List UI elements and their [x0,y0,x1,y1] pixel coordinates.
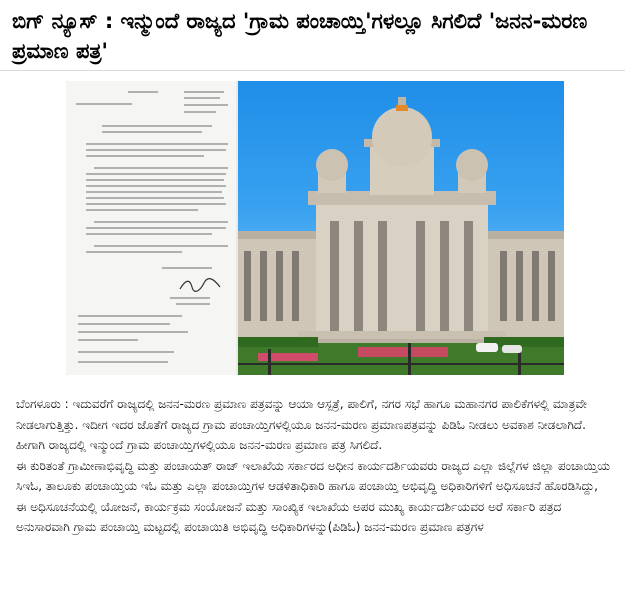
article-paragraph: ಈ ಕುರಿತಂತೆ ಗ್ರಾಮೀಣಾಭಿವೃದ್ಧಿ ಮತ್ತು ಪಂಚಾಯತ್ ರಾಜ್ ಇಲಾಖೆಯ ಸರ್ಕಾರದ ಅಧೀನ ಕಾರ್ಯದರ್ಶಿಯವರು ರಾಜ್ಯದ ಎಲ್ಲಾ ಜಿಲ್ಲೆಗಳ ಜಿಲ್ಲಾ ಪಂಚಾಯ್ತಿಯ ಸಿಇಓ, ತಾಲೂಕು ಪಂಚಾಯ್ತಿಯ ಇಓ ಮತ್ತು ಎಲ್ಲಾ ಪಂಚಾಯ್ತಿಗಳ ಆಡಳಿತಾಧಿಕಾರಿ ಹಾಗೂ ಪಂಚಾಯ್ತಿ ಅಭಿವೃದ್ಧಿ ಅಧಿಕಾರಿಗಳಿಗೆ ಅಧಿಸೂಚನೆ ಹೊರಡಿಸಿದ್ದು, ಈ ಅಧಿಸೂಚನೆಯಲ್ಲಿ ಯೋಜನೆ, ಕಾರ್ಯಕ್ರಮ ಸಂಯೋಜನೆ ಮತ್ತು ಸಾಂಖ್ಯಿಕ ಇಲಾಖೆಯ ಅಪರ ಮುಖ್ಯ ಕಾರ್ಯದರ್ಶಿಯವರ ಅರೆ ಸರ್ಕಾರಿ ಪತ್ರದ ಅನುಸಾರವಾಗಿ ಗ್ರಾಮ ಪಂಚಾಯ್ತಿ ಮಟ್ಟದಲ್ಲಿ ಪಂಚಾಯಿತಿ ಅಭಿವೃದ್ಧಿ ಅಧಿಕಾರಿಗಳನ್ನು(ಪಿಡಿಓ) ಜನನ-ಮರಣ ಪ್ರಮಾಣ ಪತ್ರಗಳ [16,458,611,534]
headline-divider [0,70,625,71]
building-photo [238,81,564,375]
government-letter-image [66,81,236,375]
article-paragraph: ಬೆಂಗಳೂರು : ಇದುವರೆಗೆ ರಾಜ್ಯದಲ್ಲಿ ಜನನ-ಮರಣ ಪ್ರಮಾಣ ಪತ್ರವನ್ನು ಆಯಾ ಆಸ್ಪತ್ರೆ, ಪಾಲಿಗೆ, ನಗರ ಸಭೆ ಹಾಗೂ ಮಹಾನಗರ ಪಾಲಿಕೆಗಳಲ್ಲಿ ಮಾತ್ರವೇ ನೀಡಲಾಗುತ್ತಿತ್ತು. ಇದೀಗ ಇದರ ಜೊತೆಗೆ ರಾಜ್ಯದ ಗ್ರಾಮ ಪಂಚಾಯ್ತಿಗಳಲ್ಲಿಯೂ ಜನನ-ಮರಣ ಪ್ರಮಾಣಪತ್ರವನ್ನು ಪಿಡಿಓ ನೀಡಲು ಅವಕಾಶ ನೀಡಲಾಗಿದೆ. ಹೀಗಾಗಿ ರಾಜ್ಯದಲ್ಲಿ ಇನ್ಮುಂದೆ ಗ್ರಾಮ ಪಂಚಾಯ್ತಿಗಳಲ್ಲಿಯೂ ಜನನ-ಮರಣ ಪ್ರಮಾಣ ಪತ್ರ ಸಿಗಲಿದೆ. [16,397,587,452]
legislature-building-illustration [238,81,564,375]
hero-image [66,81,564,375]
signature-mark [178,277,222,293]
article-headline: ಬಿಗ್ ನ್ಯೂಸ್ : ಇನ್ಮುಂದೆ ರಾಜ್ಯದ 'ಗ್ರಾಮ ಪಂಚಾಯ್ತಿ'ಗಳಲ್ಲೂ ಸಿಗಲಿದೆ 'ಜನನ-ಮರಣ ಪ್ರಮಾಣ ಪತ್ರ' [12,9,588,63]
article-body [16,394,612,538]
